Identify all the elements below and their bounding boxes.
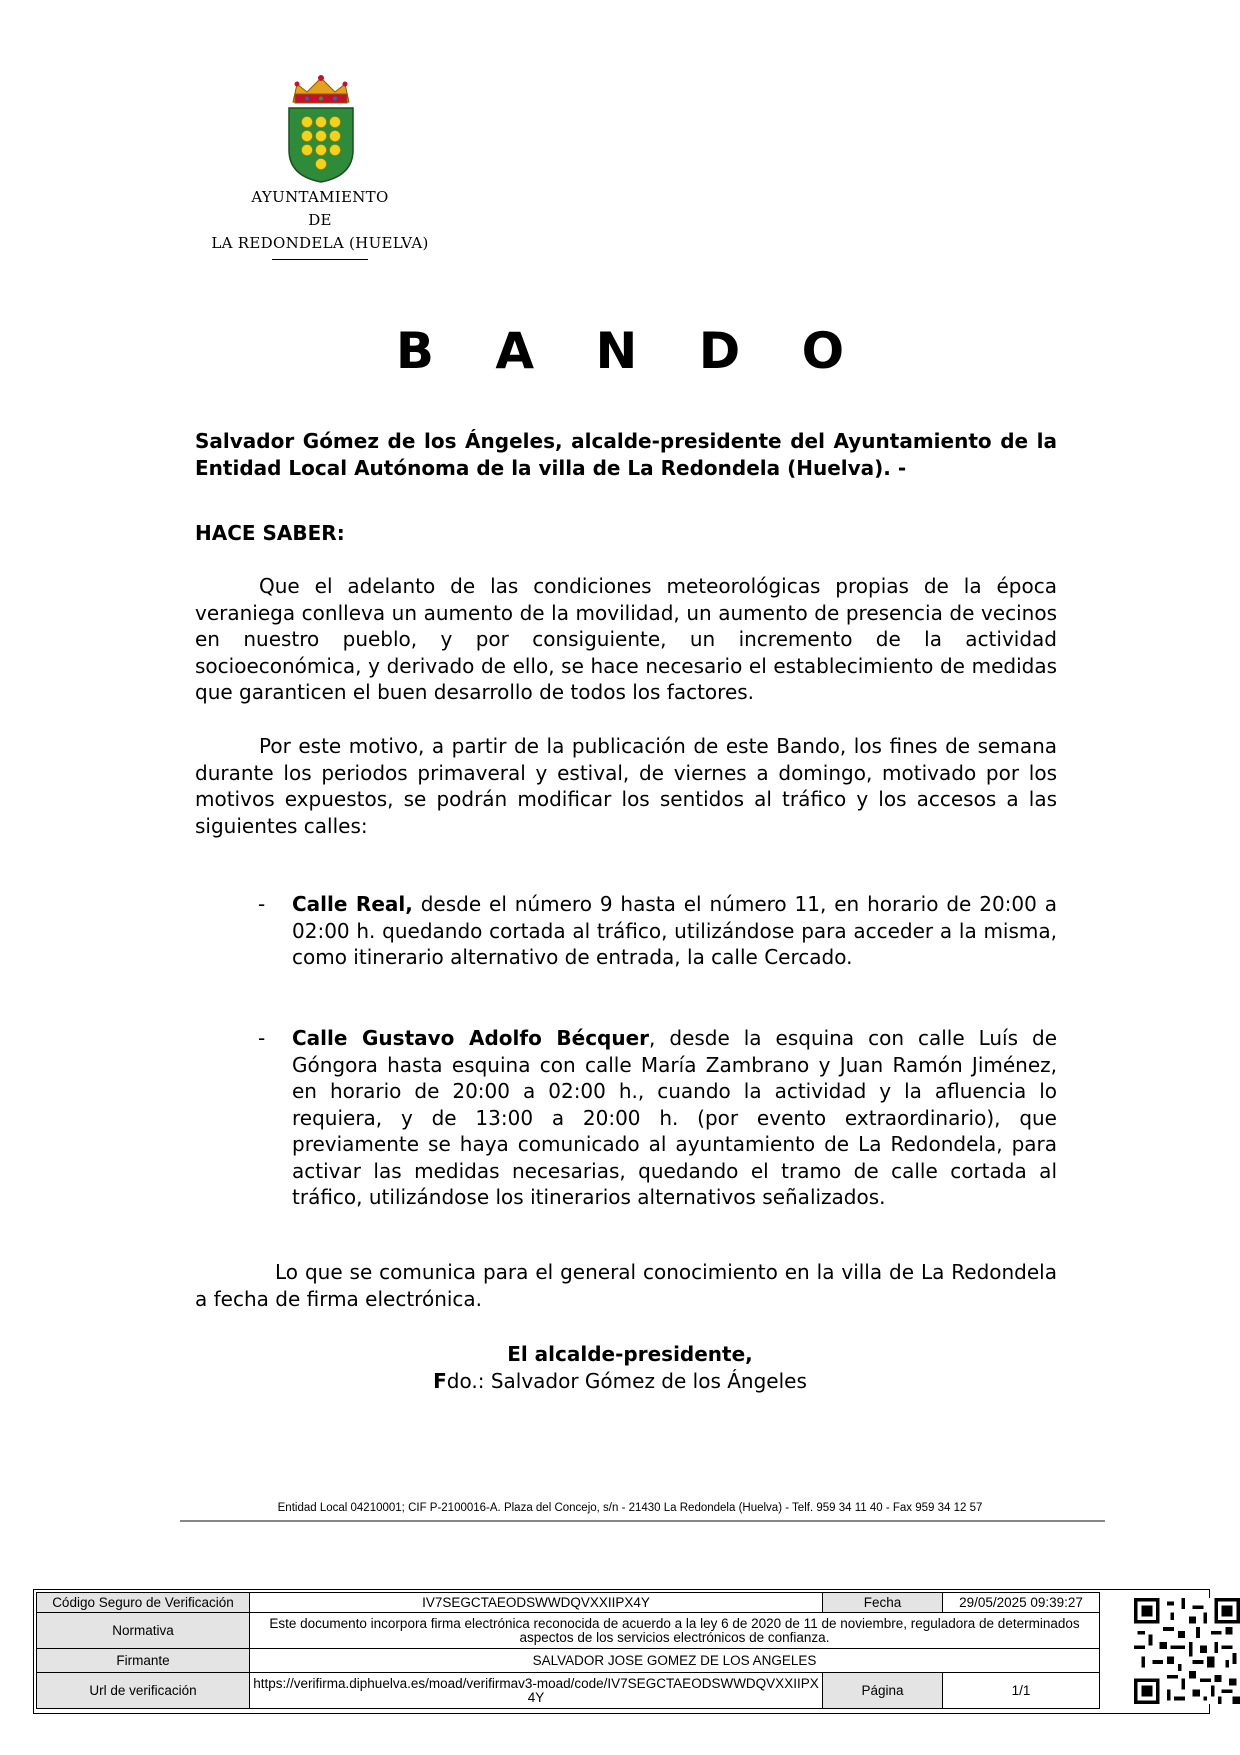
- csv-label: Código Seguro de Verificación: [37, 1593, 250, 1613]
- list-item: [260, 1025, 1057, 1211]
- signature-fdo-text: do.: Salvador Gómez de los Ángeles: [446, 1369, 807, 1393]
- list-item-text: [292, 891, 1057, 971]
- street-name: Calle Gustavo Adolfo Bécquer: [292, 1026, 650, 1050]
- street-description: desde el número 9 hasta el número 11, en horario de 20:00 a 02:00 h. quedando cortada al tráfico, utilizándose para acceder a la misma, como itinerario alternativo de entrada, la calle Cercado.: [292, 892, 1058, 969]
- org-divider: [272, 259, 368, 260]
- document-title: B A N D O: [395, 322, 867, 380]
- signature-role: El alcalde-presidente,: [507, 1342, 753, 1366]
- paragraph-3: [195, 1259, 1057, 1312]
- paragraph-3-text: Lo que se comunica para el general conocimiento en la villa de La Redondela a fecha de firma electrónica.: [195, 1260, 1057, 1311]
- list-item: [260, 891, 1057, 971]
- verification-box: [33, 1589, 1210, 1714]
- url-value[interactable]: https://verifirma.diphuelva.es/moad/verifirmav3-moad/code/IV7SEGCTAEODSWWDQVXXIIPX4Y: [250, 1673, 823, 1709]
- list-dash: -: [258, 892, 266, 916]
- intro-paragraph: Salvador Gómez de los Ángeles, alcalde-presidente del Ayuntamiento de la Entidad Local Autónoma de la villa de La Redondela (Huelva). -: [195, 429, 1057, 480]
- list-dash: -: [258, 1026, 266, 1050]
- coat-of-arms-icon: [283, 72, 359, 184]
- url-label: Url de verificación: [37, 1673, 250, 1709]
- csv-value: IV7SEGCTAEODSWWDQVXXIIPX4Y: [250, 1593, 823, 1613]
- org-line-2: DE: [308, 211, 332, 229]
- verification-table: [36, 1592, 1100, 1709]
- qr-code-icon: [1134, 1598, 1240, 1704]
- footer-divider: [180, 1520, 1105, 1522]
- street-description: , desde la esquina con calle Luís de Góngora hasta esquina con calle María Zambrano y Juan Ramón Jiménez, en horario de 20:00 a 02:00 h., cuando la actividad y la afluencia lo requiera, y de 13:00 a 20:00 h. (por evento extraordinario), que previamente se haya comunicado al ayuntamiento de La Redondela, para activar las medidas necesarias, quedando el tramo de calle cortada al tráfico, utilizándose los itinerarios alternativos señalizados.: [292, 1026, 1057, 1209]
- fecha-value: 29/05/2025 09:39:27: [943, 1593, 1100, 1613]
- street-name: Calle Real,: [292, 892, 413, 916]
- fecha-label: Fecha: [823, 1593, 943, 1613]
- signature-fdo-initial: F: [433, 1369, 447, 1393]
- org-line-3: LA REDONDELA (HUELVA): [211, 234, 429, 252]
- firmante-label: Firmante: [37, 1649, 250, 1673]
- paragraph-2: Por este motivo, a partir de la publicación de este Bando, los fines de semana durante los periodos primaveral y estival, de viernes a domingo, motivado por los motivos expuestos, se podrán modificar los sentidos al tráfico y los accesos a las siguientes calles:: [195, 734, 1057, 838]
- firmante-value: SALVADOR JOSE GOMEZ DE LOS ANGELES: [250, 1649, 1100, 1673]
- organization-name: [190, 186, 450, 260]
- paragraph-1: Que el adelanto de las condiciones meteorológicas propias de la época veraniega conlleva un aumento de la movilidad, un aumento de presencia de vecinos en nuestro pueblo, y por consiguiente, un incremento de la actividad socioeconómica, y derivado de ello, se hace necesario el establecimiento de medidas que garanticen el buen desarrollo de todos los factores.: [195, 574, 1057, 704]
- org-line-1: AYUNTAMIENTO: [251, 188, 389, 206]
- signature-name: [0, 1368, 1240, 1395]
- list-item-text: [292, 1025, 1057, 1211]
- hace-saber-heading: HACE SABER:: [195, 521, 345, 545]
- pagina-value: 1/1: [943, 1673, 1100, 1709]
- pagina-label: Página: [823, 1673, 943, 1709]
- normativa-value: Este documento incorpora firma electrónica reconocida de acuerdo a la ley 6 de 2020 de 11 de noviembre, reguladora de determinados aspectos de los servicios electrónicos de confianza.: [250, 1613, 1100, 1649]
- footer-address: Entidad Local 04210001; CIF P-2100016-A. Plaza del Concejo, s/n - 21430 La Redondela (Huelva) - Telf. 959 34 11 40 - Fax 959 34 12 57: [277, 1502, 983, 1514]
- normativa-label: Normativa: [37, 1613, 250, 1649]
